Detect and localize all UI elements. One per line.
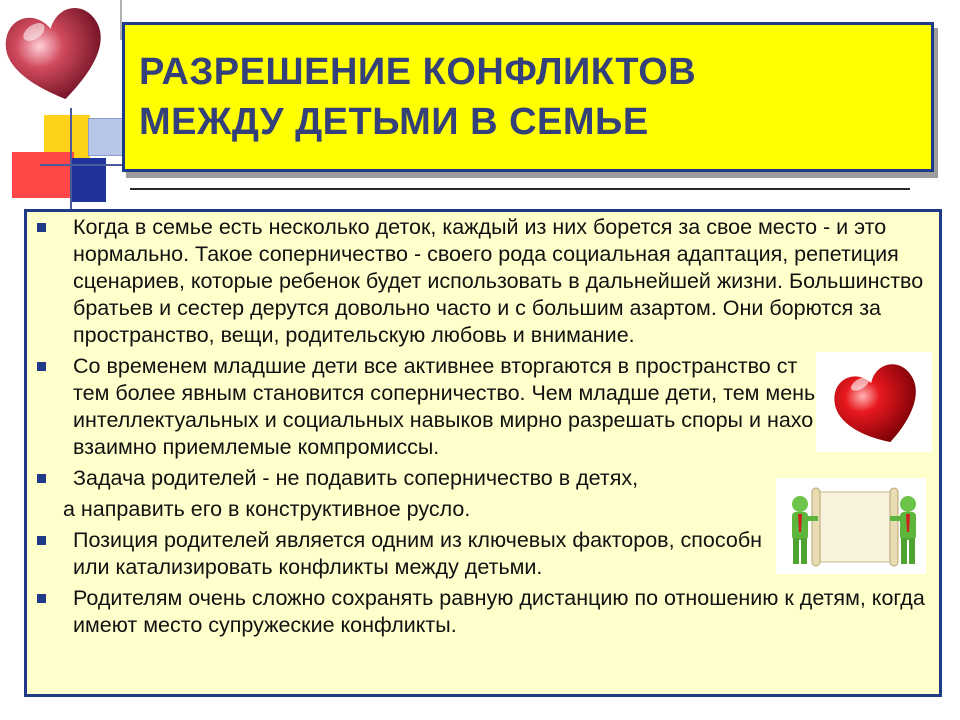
bullet-marker: [37, 594, 46, 603]
bullet-text: Позиция родителей является одним из ключевых факторов, способн или катализировать конфликты между детьми.: [73, 528, 763, 579]
bullet-text: Когда в семье есть несколько деток, каждый из них борется за свое место - и это нормально. Такое соперничество - своего рода социальная адаптация, репетиция сценариев, которые ребенок будет использовать в дальнейшей жизни. Большинство братьев и сестер дерутся довольно часто и с большим азартом. Они борются за пространство, вещи, родительскую любовь и внимание.: [73, 215, 924, 347]
bullet-list: [27, 214, 939, 643]
divider-line: [130, 188, 910, 190]
bullet-text: Со временем младшие дети все активнее вторгаются в пространство ст тем более явным становится соперничество. Чем младше дети, тем мень интеллектуальных и социальных навыков мирно разрешать споры и нахо взаимно приемлемые компромиссы.: [73, 354, 816, 459]
people-with-scroll-icon: [776, 478, 926, 574]
heart-icon: [0, 0, 112, 108]
list-item: [27, 214, 939, 349]
list-item: [27, 585, 939, 639]
page-title: [139, 47, 921, 147]
title-line-2: МЕЖДУ ДЕТЬМИ В СЕМЬЕ: [139, 101, 649, 143]
heart-icon: [816, 352, 932, 452]
bullet-marker: [37, 362, 46, 371]
decor-lightblue-square: [88, 118, 126, 156]
continuation-text: а направить его в конструктивное русло.: [63, 497, 471, 521]
bullet-marker: [37, 536, 46, 545]
content-box: [24, 209, 942, 697]
bullet-text: Родителям очень сложно сохранять равную дистанцию по отношению к детям, когда имеют место супружеские конфликты.: [73, 586, 925, 637]
bullet-text: Задача родителей - не подавить соперничество в детях,: [73, 466, 639, 490]
decor-red-square: [12, 152, 74, 198]
title-box: [122, 22, 934, 172]
decor-vertical-line: [70, 108, 72, 216]
list-item: [27, 353, 939, 461]
bullet-marker: [37, 223, 46, 232]
title-line-1: РАЗРЕШЕНИЕ КОНФЛИКТОВ: [139, 51, 697, 93]
bullet-marker: [37, 474, 46, 483]
